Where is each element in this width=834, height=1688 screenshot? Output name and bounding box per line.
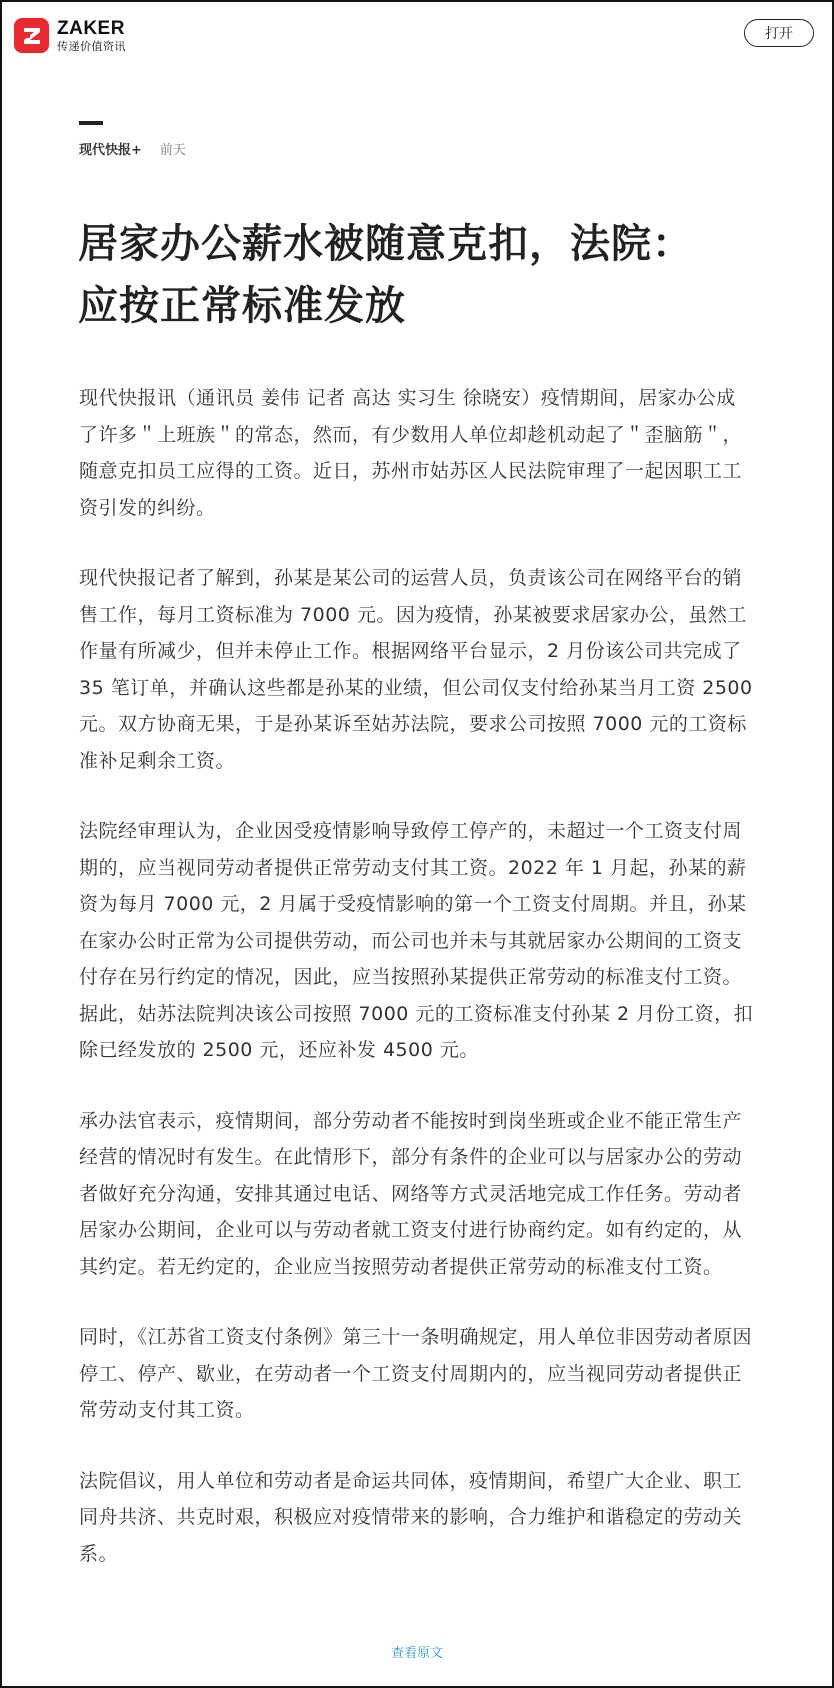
top-header xyxy=(2,2,832,68)
paragraph-6: 法院倡议，用人单位和劳动者是命运共同体，疫情期间，希望广大企业、职工同舟共济、共克时艰，积极应对疫情带来的影响，合力维护和谐稳定的劳动关系。 xyxy=(79,1469,743,1565)
article-title xyxy=(78,213,758,337)
paragraph-3: 法院经审理认为，企业因受疫情影响导致停工停产的，未超过一个工资支付周期的，应当视同劳动者提供正常劳动支付其工资。2022 年 1 月起，孙某的薪资为每月 7000 元，2 月属于受疫情影响的第一个工资支付周期。并且，孙某在家办公时正常为公司提供劳动，而公司也并未与其就居家办公期间的工资支付存在另行约定的情况，因此，应当按照孙某提供正常劳动的标准支付工资。据此，姑苏法院判决该公司按照 7000 元的工资标准支付孙某 2 月份工资，扣除已经发放的 2500 元，还应补发 4500 元。 xyxy=(79,820,754,1061)
article-body xyxy=(79,380,755,1606)
brand-slogan: 传递价值资讯 xyxy=(57,40,126,53)
article-source[interactable]: 现代快报+ xyxy=(79,143,142,158)
paragraph-4: 承办法官表示，疫情期间，部分劳动者不能按时到岗坐班或企业不能正常生产经营的情况时有发生。在此情形下，部分有条件的企业可以与居家办公的劳动者做好充分沟通，安排其通过电话、网络等方式灵活地完成工作任务。劳动者居家办公期间，企业可以与劳动者就工资支付进行协商约定。如有约定的，从其约定。若无约定的，企业应当按照劳动者提供正常劳动的标准支付工资。 xyxy=(79,1109,743,1278)
open-app-button[interactable]: 打开 xyxy=(744,19,814,47)
title-line-2: 应按正常标准发放 xyxy=(78,282,406,329)
brand-name: ZAKER xyxy=(57,18,125,39)
article-meta xyxy=(79,141,186,161)
meta-divider xyxy=(79,121,103,125)
zaker-z-icon xyxy=(14,18,49,53)
view-original-link[interactable]: 查看原文 xyxy=(390,1646,443,1661)
zaker-logo[interactable] xyxy=(14,18,126,53)
paragraph-1: 现代快报讯（通讯员 姜伟 记者 高达 实习生 徐晓安）疫情期间，居家办公成了许多＂上班族＂的常态，然而，有少数用人单位却趁机动起了＂歪脑筋＂，随意克扣员工应得的工资。近日，苏州市姑苏区人民法院审理了一起因职工工资引发的纠纷。 xyxy=(79,387,743,519)
article-time: 前天 xyxy=(159,143,186,158)
title-line-1: 居家办公薪水被随意克扣，法院： xyxy=(78,220,693,267)
paragraph-5: 同时，《江苏省工资支付条例》第三十一条明确规定，用人单位非因劳动者原因停工、停产、歇业，在劳动者一个工资支付周期内的，应当视同劳动者提供正常劳动支付其工资。 xyxy=(79,1326,753,1421)
paragraph-2: 现代快报记者了解到，孙某是某公司的运营人员，负责该公司在网络平台的销售工作，每月工资标准为 7000 元。因为疫情，孙某被要求居家办公，虽然工作量有所减少，但并未停止工作。根据网络平台显示，2 月份该公司共完成了 35 笔订单，并确认这些都是孙某的业绩，但公司仅支付给孙某当月工资 2500 元。双方协商无果，于是孙某诉至姑苏法院，要求公司按照 7000 元的工资标准补足剩余工资。 xyxy=(79,567,753,772)
